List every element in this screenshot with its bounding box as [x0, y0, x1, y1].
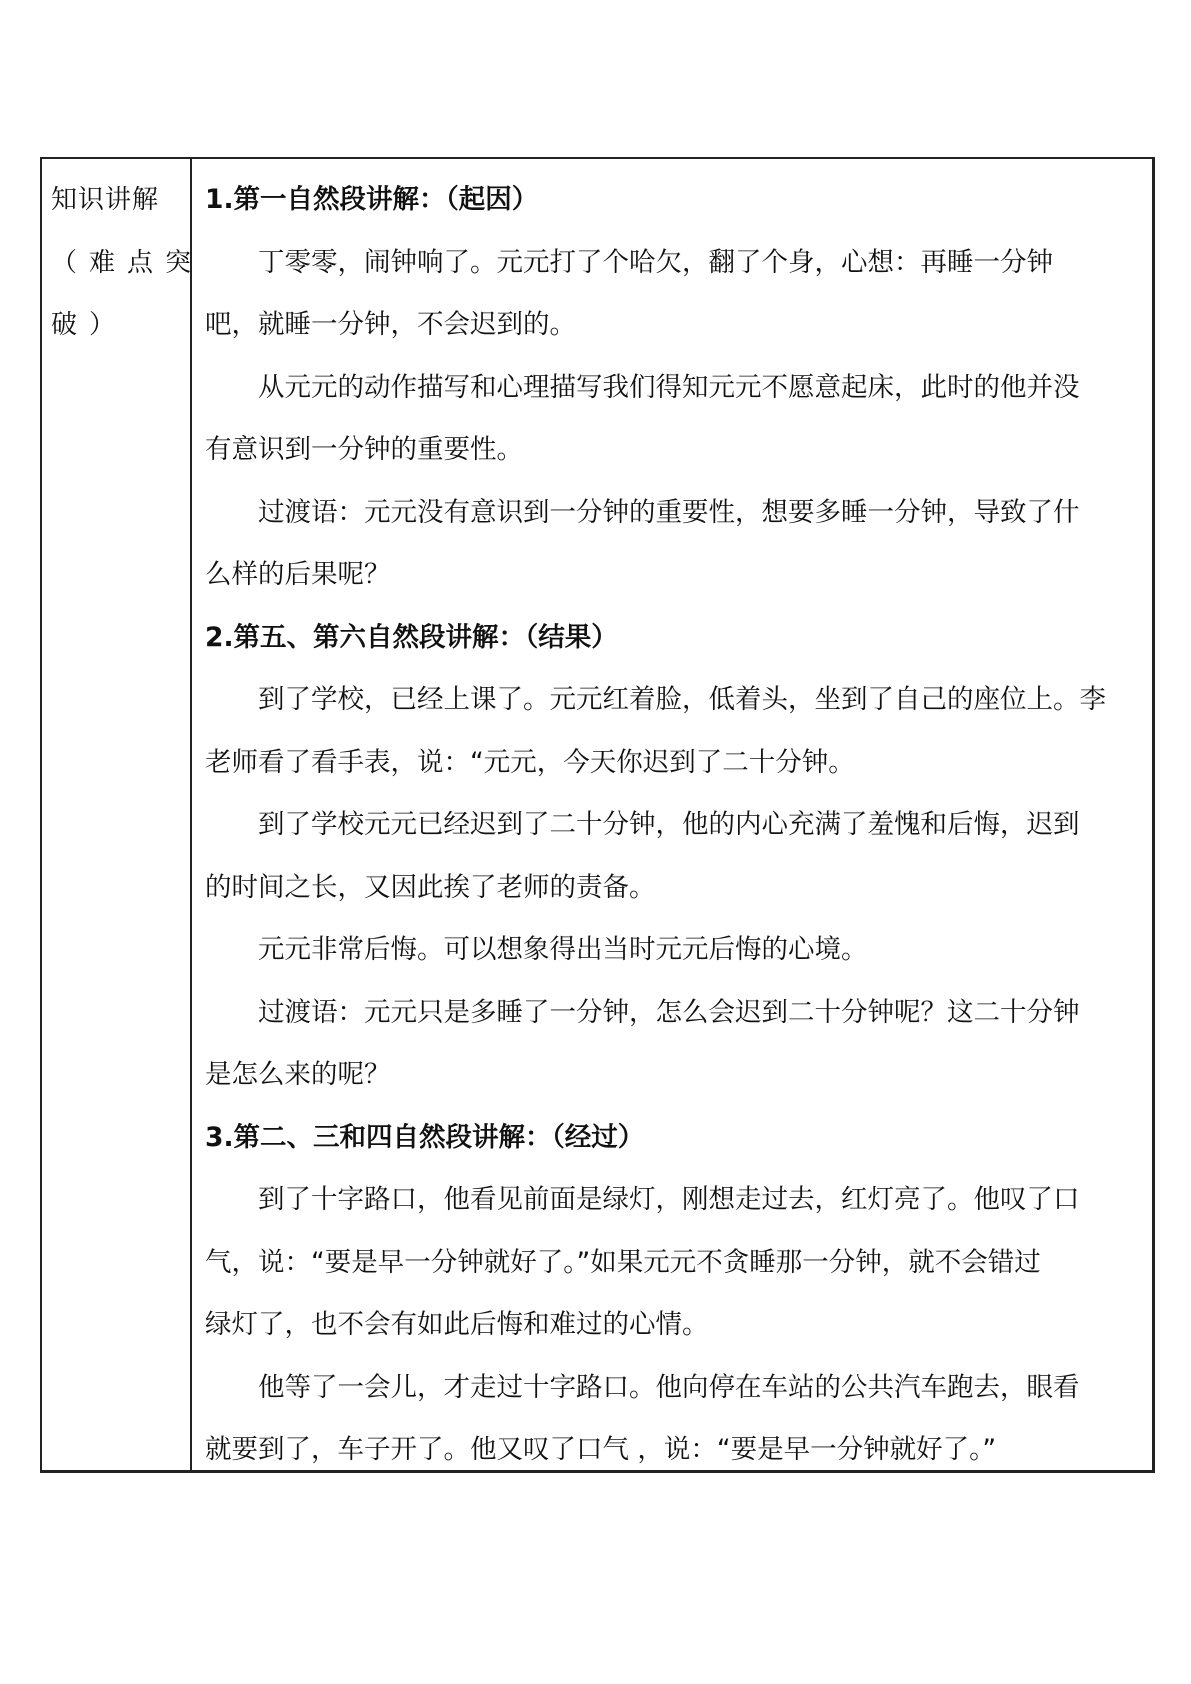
section-heading: 1.第一自然段讲解：（起因） [205, 184, 539, 215]
section-heading: 3.第二、三和四自然段讲解：（经过） [205, 1121, 645, 1153]
paragraph-line: 到了十字路口，他看见前面是绿灯，刚想走过去，红灯亮了。他叹了口 [258, 1184, 1080, 1215]
paragraph-line: 老师看了看手表，说：“元元，今天你迟到了二十分钟。 [205, 746, 855, 778]
section-label-line: 破） [51, 310, 128, 340]
paragraph-line: 绿灯了，也不会有如此后悔和难过的心情。 [205, 1309, 709, 1340]
paragraph-line: 元元非常后悔。可以想象得出当时元元后悔的心境。 [258, 934, 868, 965]
paragraph-line: 过渡语：元元没有意识到一分钟的重要性，想要多睡一分钟，导致了什 [258, 496, 1080, 528]
paragraph-line: 的时间之长，又因此挨了老师的责备。 [205, 871, 656, 903]
paragraph-line: 气，说：“要是早一分钟就好了。”如果元元不贪睡那一分钟，就不会错过 [205, 1246, 1041, 1278]
paragraph-line: 丁零零，闹钟响了。元元打了个哈欠，翻了个身，心想：再睡一分钟 [258, 246, 1053, 278]
paragraph-line: 是怎么来的呢？ [205, 1059, 391, 1090]
paragraph-line: 就要到了，车子开了。他又叹了口气 ，说：“要是早一分钟就好了。” [205, 1434, 997, 1465]
paragraph-line: 么样的后果呢？ [205, 559, 391, 590]
section-label-line: 知识讲解 [51, 185, 160, 215]
section-label-line: （难点突 [51, 247, 204, 278]
section-heading: 2.第五、第六自然段讲解：（结果） [205, 621, 618, 653]
paragraph-line: 到了学校元元已经迟到了二十分钟，他的内心充满了羞愧和后悔，迟到 [258, 809, 1080, 840]
lesson-table [40, 157, 1155, 1473]
paragraph-line: 有意识到一分钟的重要性。 [205, 434, 523, 465]
paragraph-line: 到了学校，已经上课了。元元红着脸，低着头，坐到了自己的座位上。李 [258, 684, 1106, 715]
paragraph-line: 过渡语：元元只是多睡了一分钟，怎么会迟到二十分钟呢？这二十分钟 [258, 996, 1080, 1028]
explanation-cell [192, 159, 1152, 1470]
paragraph-line: 从元元的动作描写和心理描写我们得知元元不愿意起床，此时的他并没 [258, 371, 1080, 403]
paragraph-line: 他等了一会儿，才走过十字路口。他向停在车站的公共汽车跑去，眼看 [258, 1371, 1080, 1403]
section-label-cell [42, 159, 204, 1470]
paragraph-line: 吧，就睡一分钟，不会迟到的。 [205, 309, 576, 340]
